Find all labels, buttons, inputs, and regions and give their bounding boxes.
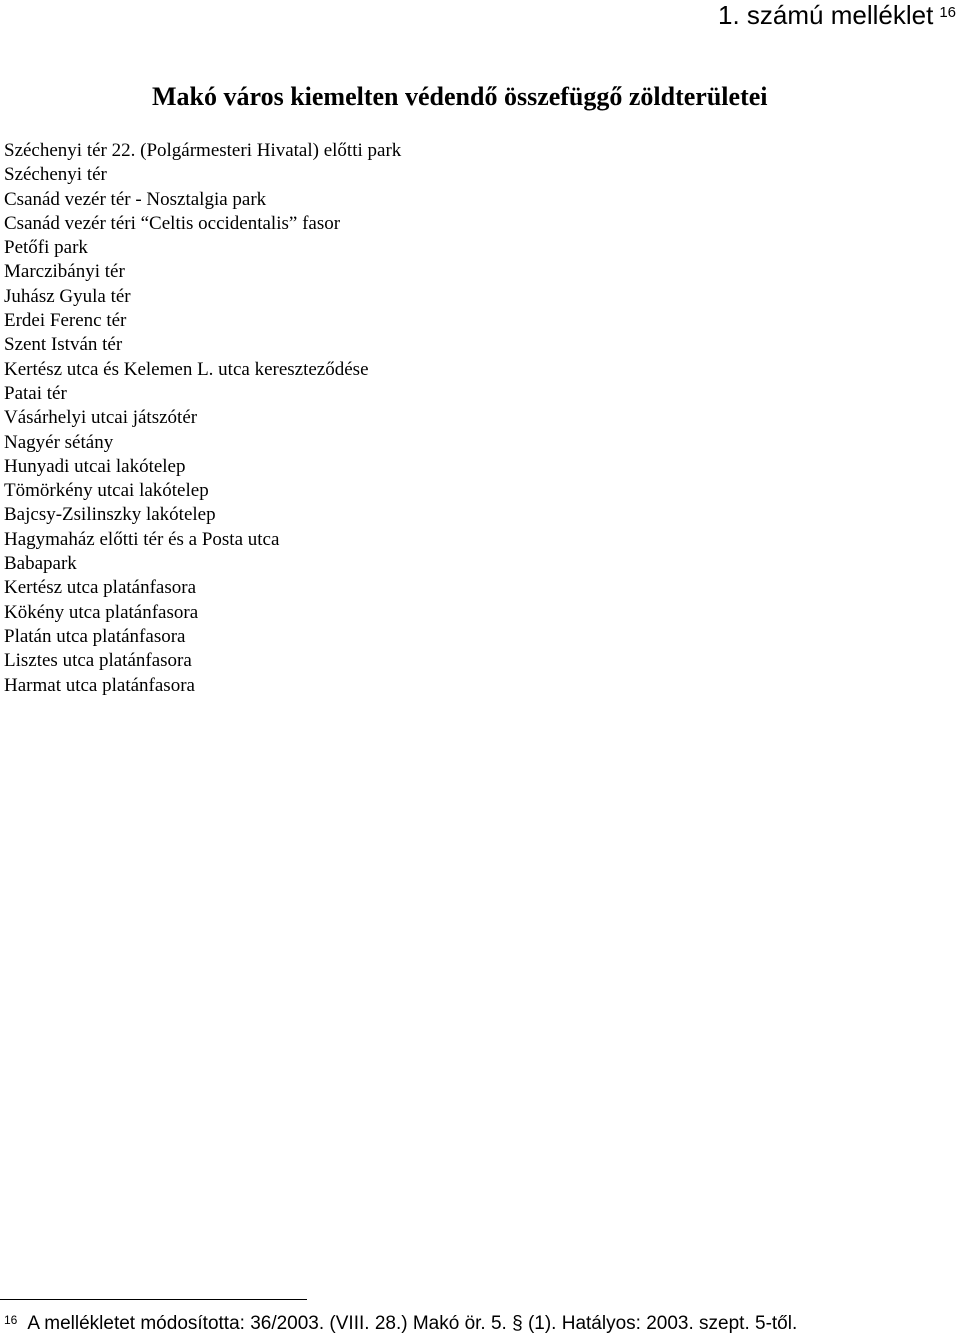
list-item: Juhász Gyula tér	[4, 285, 131, 307]
list-item: Hagymaház előtti tér és a Posta utca	[4, 528, 280, 550]
green-area-list	[4, 139, 401, 698]
footnote-reference: 16	[939, 4, 956, 21]
list-item: Harmat utca platánfasora	[4, 674, 195, 696]
footnote-text: A mellékletet módosította: 36/2003. (VIII. 28.) Makó ör. 5. § (1). Hatályos: 2003. szept. 5-től.	[27, 1313, 798, 1334]
footnote-separator	[0, 1299, 307, 1300]
list-item: Tömörkény utcai lakótelep	[4, 480, 209, 502]
list-item: Vásárhelyi utcai játszótér	[4, 407, 198, 429]
list-item: Hunyadi utcai lakótelep	[4, 455, 186, 477]
list-item: Széchenyi tér	[4, 164, 107, 186]
footnote	[4, 1310, 797, 1338]
list-item: Széchenyi tér 22. (Polgármesteri Hivatal) előtti park	[4, 140, 402, 161]
annex-label: 1. számú melléklet	[718, 0, 934, 30]
list-item: Szent István tér	[4, 334, 123, 356]
list-item: Platán utca platánfasora	[4, 625, 186, 647]
footnote-number: 16	[4, 1313, 18, 1327]
list-item: Bajcsy-Zsilinszky lakótelep	[4, 504, 216, 526]
list-item: Erdei Ferenc tér	[4, 310, 127, 332]
list-item: Marczibányi tér	[4, 261, 125, 283]
list-item: Kökény utca platánfasora	[4, 601, 199, 623]
list-item: Kertész utca és Kelemen L. utca kereszteződése	[4, 358, 369, 380]
list-item: Patai tér	[4, 382, 67, 404]
list-item: Nagyér sétány	[4, 431, 114, 453]
list-item: Csanád vezér téri “Celtis occidentalis” fasor	[4, 212, 341, 234]
list-item: Kertész utca platánfasora	[4, 577, 197, 599]
list-item: Petőfi park	[4, 237, 88, 259]
list-item: Csanád vezér tér - Nosztalgia park	[4, 188, 267, 210]
annex-header	[718, 0, 956, 30]
document-title: Makó város kiemelten védendő összefüggő zöldterületei	[152, 82, 768, 111]
list-item: Babapark	[4, 553, 77, 575]
list-item: Lisztes utca platánfasora	[4, 650, 192, 672]
